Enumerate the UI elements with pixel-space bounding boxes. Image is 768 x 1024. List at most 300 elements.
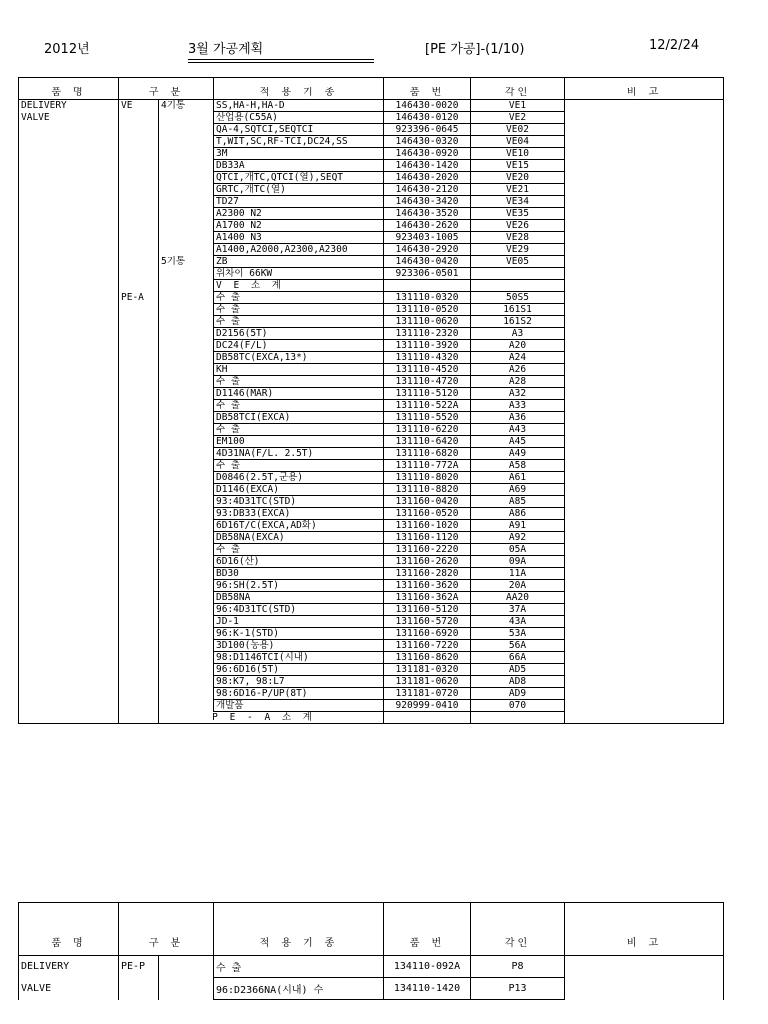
- model-cell: 96:4D31TC(STD): [214, 604, 384, 616]
- stamp-cell: A49: [471, 448, 565, 460]
- partno-cell: 131160-5720: [384, 616, 471, 628]
- model-cell: 98:6D16-P/UP(8T): [214, 688, 384, 700]
- remark-cell: [565, 328, 724, 340]
- cylinder-group-cell: [159, 184, 214, 196]
- partno-cell: 131160-2620: [384, 556, 471, 568]
- remark-cell: [565, 652, 724, 664]
- partno-cell: 131160-3620: [384, 580, 471, 592]
- item-name-cell: DELIVERY: [19, 956, 119, 978]
- item-name-cell: [19, 232, 119, 244]
- model-cell: 수 출: [214, 956, 384, 978]
- partno-cell: 131110-522A: [384, 400, 471, 412]
- stamp-cell: 161S2: [471, 316, 565, 328]
- stamp-cell: A69: [471, 484, 565, 496]
- item-name-cell: [19, 628, 119, 640]
- partno-cell: 131110-772A: [384, 460, 471, 472]
- model-cell: 4D31NA(F/L. 2.5T): [214, 448, 384, 460]
- model-cell: A1400 N3: [214, 232, 384, 244]
- stamp-cell: [471, 268, 565, 280]
- div-code-cell: [119, 124, 159, 136]
- cylinder-group-cell: [159, 676, 214, 688]
- item-name-cell: [19, 652, 119, 664]
- stamp-cell: VE04: [471, 136, 565, 148]
- stamp-cell: 37A: [471, 604, 565, 616]
- pea-subtotal-label: P E - A 소 계: [159, 712, 384, 724]
- column-header-row: [19, 903, 724, 956]
- stamp-cell: VE20: [471, 172, 565, 184]
- stamp-cell: P8: [471, 956, 565, 978]
- remark-cell: [565, 352, 724, 364]
- item-name-cell: [19, 124, 119, 136]
- col-header-model: 적 용 기 종: [214, 87, 384, 100]
- cylinder-group-cell: [159, 496, 214, 508]
- cylinder-group-cell: [159, 340, 214, 352]
- table-row: [19, 652, 724, 664]
- table-row: [19, 388, 724, 400]
- partno-cell: 134110-1420: [384, 978, 471, 1000]
- model-cell: DB58NA(EXCA): [214, 532, 384, 544]
- stamp-cell: 11A: [471, 568, 565, 580]
- cylinder-group-cell: [159, 232, 214, 244]
- remark-cell: [565, 436, 724, 448]
- table-row: [19, 340, 724, 352]
- partno-cell: 131181-0320: [384, 664, 471, 676]
- stamp-cell: 56A: [471, 640, 565, 652]
- item-name-cell: [19, 484, 119, 496]
- partno-cell: 146430-1420: [384, 160, 471, 172]
- div-code-cell: [119, 220, 159, 232]
- item-name-cell: [19, 556, 119, 568]
- spacer-remark: [565, 78, 724, 88]
- remark-cell: [565, 460, 724, 472]
- cylinder-group-cell: [159, 616, 214, 628]
- item-name-cell: [19, 460, 119, 472]
- item-name-cell: [19, 640, 119, 652]
- div-code-cell: [119, 436, 159, 448]
- remark-cell: [565, 232, 724, 244]
- col-header-div: 구 분: [119, 87, 214, 100]
- model-cell: KH: [214, 364, 384, 376]
- item-name-cell: [19, 268, 119, 280]
- col-header-div: 구 분: [119, 903, 214, 956]
- remark-cell: [565, 628, 724, 640]
- stamp-cell: P13: [471, 978, 565, 1000]
- div-code-cell: [119, 304, 159, 316]
- model-cell: QTCI,개TC,QTCI(열),SEQT: [214, 172, 384, 184]
- partno-cell: 923306-0501: [384, 268, 471, 280]
- stamp-cell: 09A: [471, 556, 565, 568]
- div-code-cell: PE-A: [119, 292, 159, 304]
- div-code-cell: [119, 448, 159, 460]
- table-row: [19, 640, 724, 652]
- div-code-cell: [119, 616, 159, 628]
- item-name-cell: [19, 172, 119, 184]
- model-cell: 수 출: [214, 460, 384, 472]
- cylinder-group-cell: [159, 280, 214, 292]
- remark-cell: [565, 532, 724, 544]
- stamp-cell: 43A: [471, 616, 565, 628]
- cylinder-group-cell: [159, 328, 214, 340]
- model-cell: 위차이 66KW: [214, 268, 384, 280]
- table-row: [19, 956, 724, 978]
- remark-cell: [565, 640, 724, 652]
- cylinder-group-cell: [159, 412, 214, 424]
- partno-cell: [384, 712, 471, 724]
- div-code-cell: [119, 208, 159, 220]
- remark-cell: [565, 388, 724, 400]
- spacer-model: [214, 78, 384, 88]
- stamp-cell: AD8: [471, 676, 565, 688]
- cylinder-group-cell: [159, 112, 214, 124]
- table-row: [19, 508, 724, 520]
- col-header-partno: 품 번: [384, 87, 471, 100]
- stamp-cell: 66A: [471, 652, 565, 664]
- partno-cell: [384, 280, 471, 292]
- cylinder-group-cell: [159, 664, 214, 676]
- div-code-cell: [119, 652, 159, 664]
- stamp-cell: [471, 712, 565, 724]
- model-cell: T,WIT,SC,RF-TCI,DC24,SS: [214, 136, 384, 148]
- remark-cell: [565, 496, 724, 508]
- remark-cell: [565, 172, 724, 184]
- cylinder-group-cell: [159, 592, 214, 604]
- item-name-cell: [19, 292, 119, 304]
- cylinder-group-cell: [159, 136, 214, 148]
- stamp-cell: VE05: [471, 256, 565, 268]
- table-row: [19, 124, 724, 136]
- table-row: [19, 604, 724, 616]
- model-cell: 96:D2366NA(시내) 수: [214, 978, 384, 1000]
- table-row: [19, 364, 724, 376]
- cylinder-group-cell: [159, 364, 214, 376]
- ve-subtotal-row: [19, 280, 724, 292]
- item-name-cell: [19, 520, 119, 532]
- page-title: 3월 가공계획: [188, 42, 264, 57]
- col-header-model: 적 용 기 종: [214, 903, 384, 956]
- item-name-cell: [19, 220, 119, 232]
- remark-cell: [565, 664, 724, 676]
- remark-cell: [565, 148, 724, 160]
- div-code-cell: [119, 628, 159, 640]
- partno-cell: 131160-0420: [384, 496, 471, 508]
- partno-cell: 131160-0520: [384, 508, 471, 520]
- div-code-cell: [119, 496, 159, 508]
- spacer-partno: [384, 78, 471, 88]
- item-name-cell: [19, 616, 119, 628]
- item-name-cell: [19, 280, 119, 292]
- table-row: [19, 376, 724, 388]
- div-code-cell: [119, 136, 159, 148]
- model-cell: DB58NA: [214, 592, 384, 604]
- table-row: [19, 700, 724, 712]
- partno-cell: 134110-092A: [384, 956, 471, 978]
- remark-cell: [565, 160, 724, 172]
- div-code-cell: [119, 676, 159, 688]
- stamp-cell: 070: [471, 700, 565, 712]
- item-name-cell: VALVE: [19, 978, 119, 1000]
- stamp-cell: A58: [471, 460, 565, 472]
- remark-cell: [565, 304, 724, 316]
- cylinder-group-cell: [159, 292, 214, 304]
- div-code-cell: [119, 196, 159, 208]
- remark-cell: [565, 364, 724, 376]
- partno-cell: 131110-4520: [384, 364, 471, 376]
- item-name-cell: [19, 304, 119, 316]
- model-cell: 개발품: [214, 700, 384, 712]
- remark-cell: [565, 688, 724, 700]
- div-code-cell: [119, 352, 159, 364]
- model-cell: 3M: [214, 148, 384, 160]
- model-cell: 93:4D31TC(STD): [214, 496, 384, 508]
- table-row: [19, 352, 724, 364]
- model-cell: TD27: [214, 196, 384, 208]
- model-cell: 수 출: [214, 304, 384, 316]
- cylinder-group-cell: [159, 196, 214, 208]
- item-name-cell: [19, 412, 119, 424]
- remark-cell: [565, 220, 724, 232]
- partno-cell: 146430-2020: [384, 172, 471, 184]
- stamp-cell: VE21: [471, 184, 565, 196]
- div-code-cell: [119, 232, 159, 244]
- cylinder-group-cell: [159, 220, 214, 232]
- plan-table: [18, 77, 724, 724]
- partno-cell: 131160-5120: [384, 604, 471, 616]
- table-row: [19, 220, 724, 232]
- model-cell: 6D16(산): [214, 556, 384, 568]
- div-code-cell: [119, 148, 159, 160]
- cylinder-group-cell: [159, 652, 214, 664]
- item-name-cell: [19, 352, 119, 364]
- table-row: [19, 556, 724, 568]
- div-code-cell: [119, 160, 159, 172]
- item-name-cell: [19, 148, 119, 160]
- table-row: [19, 232, 724, 244]
- table-row: [19, 664, 724, 676]
- remark-cell: [565, 280, 724, 292]
- table-row: [19, 316, 724, 328]
- cylinder-group-cell: [159, 700, 214, 712]
- div-code-cell: PE-P: [119, 956, 159, 978]
- cylinder-group-cell: [159, 544, 214, 556]
- remark-cell: [565, 244, 724, 256]
- table-row: [19, 448, 724, 460]
- partno-cell: 146430-0920: [384, 148, 471, 160]
- ve-subtotal-label: V E 소 계: [214, 280, 384, 292]
- item-name-cell: [19, 592, 119, 604]
- remark-cell: [565, 956, 724, 978]
- div-code-cell: [119, 400, 159, 412]
- div-code-cell: [119, 172, 159, 184]
- model-cell: D0846(2.5T,군용): [214, 472, 384, 484]
- item-name-cell: DELIVERY: [19, 100, 119, 112]
- cylinder-group-cell: [159, 520, 214, 532]
- table-row: [19, 112, 724, 124]
- remark-cell: [565, 604, 724, 616]
- model-cell: DC24(F/L): [214, 340, 384, 352]
- remark-cell: [565, 316, 724, 328]
- partno-cell: 131110-2320: [384, 328, 471, 340]
- remark-cell: [565, 484, 724, 496]
- stamp-cell: VE1: [471, 100, 565, 112]
- cylinder-group-cell: [159, 956, 214, 978]
- remark-cell: [565, 520, 724, 532]
- remark-cell: [565, 376, 724, 388]
- table-row: [19, 328, 724, 340]
- table-row: [19, 400, 724, 412]
- item-name-cell: [19, 256, 119, 268]
- item-name-cell: [19, 700, 119, 712]
- table-row: [19, 292, 724, 304]
- model-cell: GRTC,개TC(열): [214, 184, 384, 196]
- model-cell: 수 출: [214, 544, 384, 556]
- partno-cell: 146430-3420: [384, 196, 471, 208]
- div-code-cell: [119, 412, 159, 424]
- col-header-stamp: 각인: [471, 87, 565, 100]
- item-name-cell: [19, 604, 119, 616]
- table-row: [19, 532, 724, 544]
- div-code-cell: [119, 268, 159, 280]
- item-name-cell: [19, 316, 119, 328]
- spacer-name: [19, 78, 119, 88]
- remark-cell: [565, 592, 724, 604]
- cylinder-group-cell: [159, 376, 214, 388]
- model-cell: DB33A: [214, 160, 384, 172]
- table-row: [19, 256, 724, 268]
- table-row: [19, 268, 724, 280]
- partno-cell: 146430-2120: [384, 184, 471, 196]
- cylinder-group-cell: [159, 628, 214, 640]
- div-code-cell: [119, 688, 159, 700]
- col-header-stamp: 각인: [471, 903, 565, 956]
- div-code-cell: [119, 328, 159, 340]
- remark-cell: [565, 112, 724, 124]
- remark-cell: [565, 978, 724, 1000]
- model-cell: 3D100(농용): [214, 640, 384, 652]
- model-cell: 산업용(C55A): [214, 112, 384, 124]
- div-code-cell: [119, 364, 159, 376]
- title-underline-double: [188, 62, 374, 63]
- stamp-cell: VE34: [471, 196, 565, 208]
- table-row: [19, 100, 724, 112]
- table-row: [19, 472, 724, 484]
- stamp-cell: A85: [471, 496, 565, 508]
- model-cell: A1400,A2000,A2300,A2300: [214, 244, 384, 256]
- item-name-cell: [19, 532, 119, 544]
- item-name-cell: [19, 244, 119, 256]
- stamp-cell: A26: [471, 364, 565, 376]
- model-cell: JD-1: [214, 616, 384, 628]
- spacer-stamp: [471, 78, 565, 88]
- item-name-cell: [19, 208, 119, 220]
- model-cell: D1146(MAR): [214, 388, 384, 400]
- div-code-cell: [119, 604, 159, 616]
- partno-cell: 146430-2620: [384, 220, 471, 232]
- partno-cell: 131110-4720: [384, 376, 471, 388]
- remark-cell: [565, 424, 724, 436]
- cylinder-group-cell: [159, 448, 214, 460]
- partno-cell: 131110-6220: [384, 424, 471, 436]
- partno-cell: 146430-0420: [384, 256, 471, 268]
- div-code-cell: [119, 316, 159, 328]
- item-name-cell: [19, 424, 119, 436]
- div-code-cell: [119, 484, 159, 496]
- remark-cell: [565, 100, 724, 112]
- remark-cell: [565, 340, 724, 352]
- col-header-name: 품 명: [19, 87, 119, 100]
- table-row: [19, 978, 724, 1000]
- cylinder-group-cell: [159, 484, 214, 496]
- partno-cell: 131110-4320: [384, 352, 471, 364]
- item-name-cell: [19, 712, 119, 724]
- div-code-cell: [119, 424, 159, 436]
- stamp-cell: 53A: [471, 628, 565, 640]
- table-row: [19, 544, 724, 556]
- model-cell: 수 출: [214, 400, 384, 412]
- remark-cell: [565, 544, 724, 556]
- remark-cell: [565, 268, 724, 280]
- stamp-cell: A33: [471, 400, 565, 412]
- div-code-cell: [119, 376, 159, 388]
- cylinder-group-cell: [159, 268, 214, 280]
- stamp-cell: A92: [471, 532, 565, 544]
- model-cell: 96:SH(2.5T): [214, 580, 384, 592]
- item-name-cell: [19, 676, 119, 688]
- stamp-cell: A91: [471, 520, 565, 532]
- model-cell: 93:DB33(EXCA): [214, 508, 384, 520]
- spacer-div: [119, 78, 214, 88]
- partno-cell: 131110-0320: [384, 292, 471, 304]
- cylinder-group-cell: [159, 532, 214, 544]
- stamp-cell: AD5: [471, 664, 565, 676]
- model-cell: DB58TC(EXCA,13*): [214, 352, 384, 364]
- stamp-cell: VE2: [471, 112, 565, 124]
- table-row: [19, 436, 724, 448]
- remark-cell: [565, 136, 724, 148]
- table-row: [19, 460, 724, 472]
- partno-cell: 923403-1005: [384, 232, 471, 244]
- stamp-cell: AD9: [471, 688, 565, 700]
- table-row: [19, 592, 724, 604]
- table-row: [19, 688, 724, 700]
- div-code-cell: [119, 256, 159, 268]
- remark-cell: [565, 676, 724, 688]
- table-row: [19, 628, 724, 640]
- table-row: [19, 568, 724, 580]
- div-code-cell: [119, 640, 159, 652]
- partno-cell: 131110-8820: [384, 484, 471, 496]
- model-cell: EM100: [214, 436, 384, 448]
- remark-cell: [565, 568, 724, 580]
- cylinder-group-cell: [159, 124, 214, 136]
- remark-cell: [565, 184, 724, 196]
- partno-cell: 923396-0645: [384, 124, 471, 136]
- cylinder-group-cell: [159, 304, 214, 316]
- cylinder-group-cell: [159, 172, 214, 184]
- model-cell: 수 출: [214, 376, 384, 388]
- cylinder-group-cell: [159, 460, 214, 472]
- table-row: [19, 484, 724, 496]
- partno-cell: 131110-8020: [384, 472, 471, 484]
- item-name-cell: [19, 400, 119, 412]
- partno-cell: 146430-3520: [384, 208, 471, 220]
- div-code-cell: [119, 700, 159, 712]
- partno-cell: 131110-6820: [384, 448, 471, 460]
- remark-cell: [565, 196, 724, 208]
- stamp-cell: A45: [471, 436, 565, 448]
- cylinder-group-cell: [159, 508, 214, 520]
- table-row: [19, 616, 724, 628]
- partno-cell: 131110-0520: [384, 304, 471, 316]
